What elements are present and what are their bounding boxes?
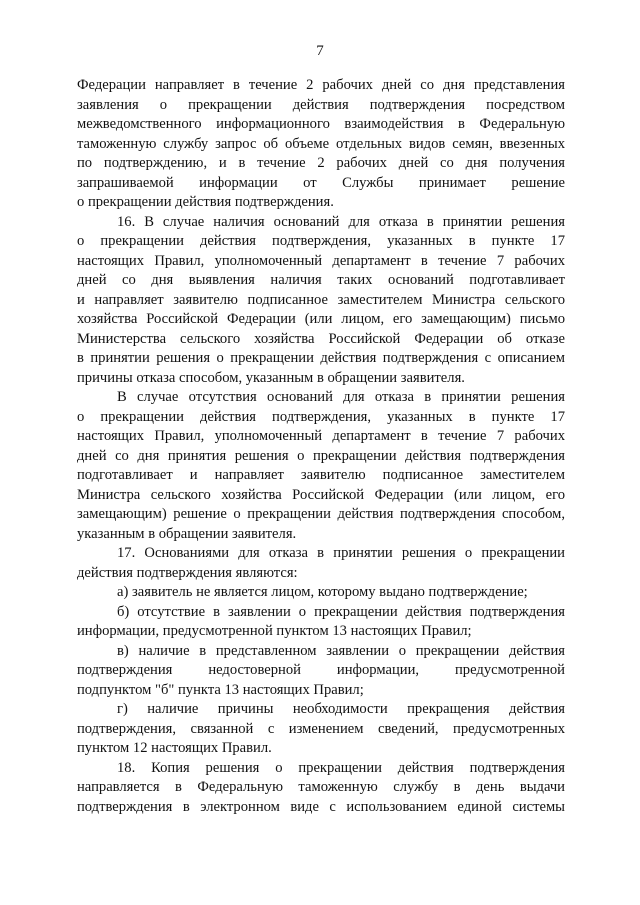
text-line: Министерства сельского хозяйства Российской Федерации об отказе (77, 330, 565, 347)
text-line: подтверждения в электронном виде с использованием единой системы (77, 798, 565, 815)
text-line: о прекращении действия подтверждения, указанных в пункте 17 (77, 408, 565, 425)
text-line: направляется в Федеральную таможенную службу в день выдачи (77, 779, 565, 795)
paragraph-p7 (77, 700, 565, 759)
text-line: подтверждения недостоверной информации, предусмотренной (77, 662, 565, 678)
text-line: 16. В случае наличия оснований для отказа в принятии решения (117, 213, 565, 230)
paragraph-p2 (77, 388, 565, 544)
text-line: замещающим) решение о прекращении действия подтверждения способом, (77, 506, 565, 522)
page-number: 7 (316, 43, 324, 59)
text-line: настоящих Правил, уполномоченный департамент в течение 7 рабочих (77, 252, 565, 269)
paragraph-p4 (77, 583, 565, 603)
text-line: действия подтверждения являются: (77, 564, 298, 581)
text-line: б) отсутствие в заявлении о прекращении действия подтверждения (117, 603, 565, 620)
text-line: подтверждения, связанной с изменением сведений, предусмотренных (77, 720, 565, 737)
text-line: Министра сельского хозяйства Российской Федерации (или лицом, его (77, 486, 565, 503)
text-line: таможенную службу запрос об объеме отдельных видов семян, ввезенных (77, 135, 565, 152)
text-line: межведомственного информационного взаимодействия в Федеральную (77, 116, 565, 132)
text-line: указанным в обращении заявителя. (77, 525, 297, 542)
text-line: о прекращении действия подтверждения, указанных в пункте 17 (77, 233, 565, 249)
text-line: хозяйства Российской Федерации (или лицом, его замещающим) письмо (77, 311, 565, 327)
paragraph-p6 (77, 642, 565, 701)
text-line: и направляет заявителю подписанное заместителем Министра сельского (77, 291, 565, 308)
text-line: информации, предусмотренной пунктом 13 настоящих Правил; (77, 623, 472, 639)
paragraph-p1 (77, 213, 565, 389)
text-line: в принятии решения о прекращении действия подтверждения с описанием (77, 350, 565, 366)
paragraph-p8 (77, 759, 565, 818)
text-line: В случае отсутствия оснований для отказа в принятии решения (117, 389, 565, 405)
text-line: причины отказа способом, указанным в обращении заявителя. (77, 369, 465, 386)
paragraph-p3 (77, 544, 565, 583)
text-line: дней со дня выявления наличия таких оснований подготавливает (77, 272, 565, 288)
text-line: 17. Основаниями для отказа в принятии решения о прекращении (117, 545, 565, 561)
text-line: дней со дня принятия решения о прекращении действия подтверждения (77, 447, 565, 464)
text-line: о прекращении действия подтверждения. (77, 194, 334, 210)
text-line: 18. Копия решения о прекращении действия подтверждения (117, 759, 565, 776)
text-line: а) заявитель не является лицом, которому выдано подтверждение; (117, 584, 528, 600)
paragraph-p5 (77, 603, 565, 642)
text-line: подготавливает и направляет заявителю подписанное заместителем (77, 467, 565, 483)
document-body (77, 76, 565, 817)
text-line: в) наличие в представленном заявлении о прекращении действия (117, 642, 565, 659)
paragraph-p0 (77, 76, 565, 213)
text-line: подпунктом "б" пункта 13 настоящих Правил; (77, 681, 364, 698)
text-line: по подтверждению, и в течение 2 рабочих дней со дня получения (77, 155, 565, 171)
text-line: Федерации направляет в течение 2 рабочих дней со дня представления (77, 77, 565, 93)
text-line: настоящих Правил, уполномоченный департамент в течение 7 рабочих (77, 428, 565, 444)
text-line: г) наличие причины необходимости прекращения действия (117, 701, 565, 717)
text-line: пунктом 12 настоящих Правил. (77, 740, 272, 756)
text-line: заявления о прекращении действия подтверждения посредством (77, 96, 565, 113)
text-line: запрашиваемой информации от Службы принимает решение (77, 174, 565, 191)
